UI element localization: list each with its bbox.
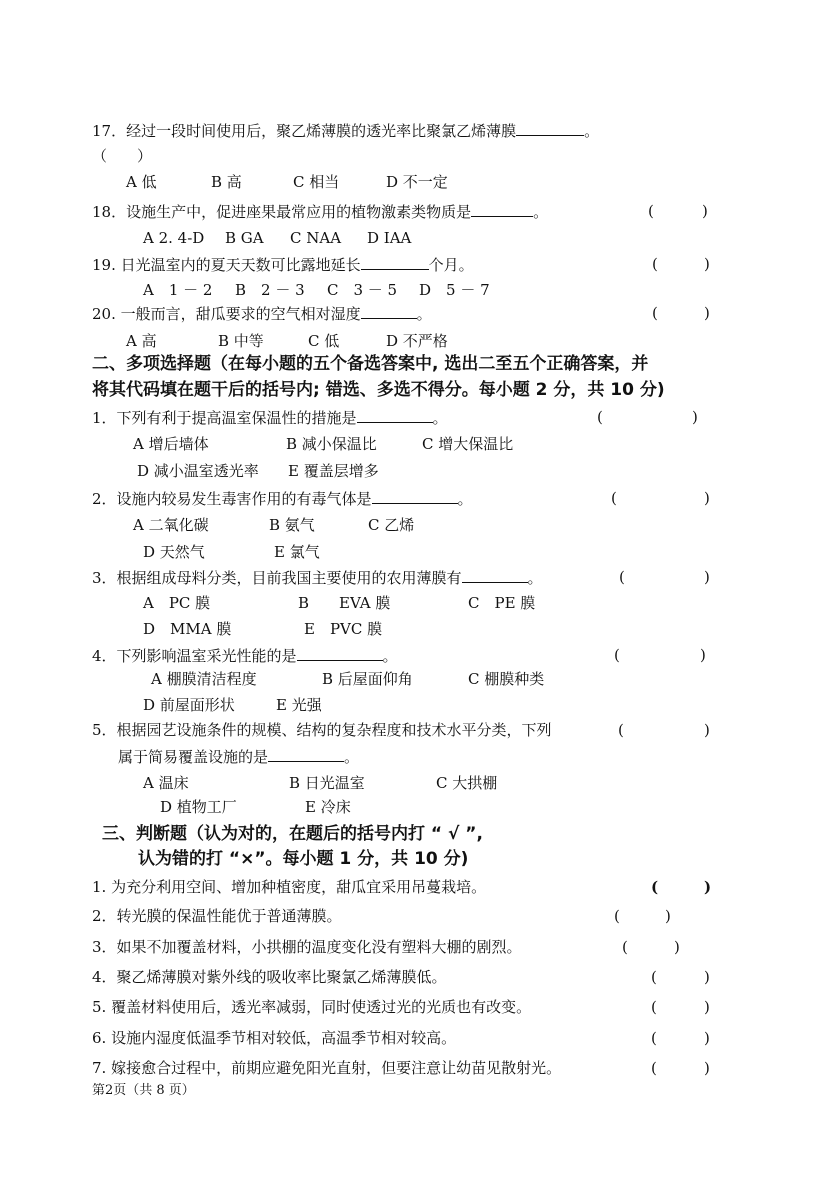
section-2-heading-line2: 将其代码填在题干后的括号内; 错选、多选不得分。每小题 2 分，共 10 分) [92, 380, 665, 400]
answer-paren-close: ) [702, 202, 708, 220]
answer-blank [361, 304, 417, 319]
option: E 冷床 [305, 798, 351, 816]
answer-paren-open: ( [651, 1059, 657, 1077]
answer-paren-close: ) [704, 304, 710, 322]
question-20-text: 20. 一般而言，甜瓜要求的空气相对湿度 [92, 305, 361, 323]
judge-item-3: 3．如果不加覆盖材料，小拱棚的温度变化没有塑料大棚的剧烈。 [92, 938, 522, 956]
answer-paren-close: ) [704, 878, 712, 896]
option: D 5 － 7 [419, 281, 490, 299]
option: D 天然气 [143, 543, 205, 561]
option: A 温床 [143, 774, 189, 792]
answer-blank [361, 255, 429, 270]
option: B EVA 膜 [298, 594, 391, 612]
option: D 植物工厂 [160, 798, 237, 816]
option: E 氯气 [274, 543, 320, 561]
answer-blank [516, 121, 584, 136]
answer-paren-open: ( [618, 721, 624, 739]
answer-paren-open: ( [651, 1029, 657, 1047]
option: C 棚膜种类 [468, 670, 545, 688]
option: A 高 [126, 332, 157, 350]
option: A 2. 4-D [143, 229, 205, 247]
answer-paren-open: ( [652, 304, 658, 322]
option: D 不严格 [386, 332, 448, 350]
answer-paren-open: ( [597, 408, 603, 426]
answer-paren-close: ) [704, 489, 710, 507]
option: D MMA 膜 [143, 620, 232, 638]
question-19: 19. 日光温室内的夏天天数可比露地延长 个月。 [92, 256, 474, 274]
option: A 1 － 2 [143, 281, 213, 299]
answer-paren-close: ) [704, 998, 710, 1016]
option: D 前屋面形状 [143, 696, 235, 714]
answer-blank [471, 202, 533, 217]
option: C 相当 [293, 173, 340, 191]
answer-paren-open: ( [651, 998, 657, 1016]
option: D 减小温室透光率 [137, 462, 259, 480]
option: B 高 [211, 173, 242, 191]
option: B 后屋面仰角 [322, 670, 413, 688]
answer-paren-open: ( [622, 938, 628, 956]
question-17: 17．经过一段时间使用后，聚乙烯薄膜的透光率比聚氯乙烯薄膜 。 [92, 122, 600, 140]
answer-paren-open: ( [652, 255, 658, 273]
answer-blank [462, 568, 528, 583]
question-20: 20. 一般而言，甜瓜要求的空气相对湿度 。 [92, 305, 432, 323]
page-number: 第2页（共 8 页） [92, 1083, 195, 1098]
judge-item-2: 2．转光膜的保温性能优于普通薄膜。 [92, 907, 342, 925]
answer-blank [297, 646, 383, 661]
option: A 增后墙体 [133, 435, 209, 453]
option: B 氨气 [269, 516, 315, 534]
section-2-heading-line1: 二、多项选择题（在每小题的五个备选答案中, 选出二至五个正确答案，并 [92, 354, 649, 374]
answer-paren-open: ( [651, 968, 657, 986]
option: B 减小保温比 [286, 435, 377, 453]
answer-blank [357, 408, 433, 423]
mc-question-5: 5．根据园艺设施条件的规模、结构的复杂程度和技术水平分类，下列 [92, 721, 552, 739]
answer-paren-open: ( [611, 489, 617, 507]
option: B GA [225, 229, 264, 247]
question-17-paren: （ ） [92, 147, 153, 165]
option: A 二氧化碳 [133, 516, 209, 534]
option: B 2 － 3 [235, 281, 305, 299]
answer-paren-close: ) [700, 646, 706, 664]
judge-item-4: 4．聚乙烯薄膜对紫外线的吸收率比聚氯乙烯薄膜低。 [92, 968, 447, 986]
question-19-text: 19. 日光温室内的夏天天数可比露地延长 [92, 256, 361, 274]
judge-item-6: 6. 设施内湿度低温季节相对较低，高温季节相对较高。 [92, 1029, 457, 1047]
option: B 日光温室 [289, 774, 365, 792]
answer-paren-close: ) [704, 1029, 710, 1047]
mc-question-2: 2．设施内较易发生毒害作用的有毒气体是 。 [92, 490, 473, 508]
option: C NAA [290, 229, 342, 247]
answer-paren-open: ( [614, 907, 620, 925]
option: A PC 膜 [143, 594, 211, 612]
option: C 增大保温比 [422, 435, 514, 453]
answer-paren-close: ) [704, 968, 710, 986]
answer-paren-close: ) [704, 255, 710, 273]
option: B 中等 [218, 332, 264, 350]
option: E PVC 膜 [304, 620, 383, 638]
mc-question-3: 3．根据组成母料分类，目前我国主要使用的农用薄膜有 。 [92, 569, 543, 587]
answer-paren-open: ( [648, 202, 654, 220]
judge-item-7: 7. 嫁接愈合过程中，前期应避免阳光直射，但要注意让幼苗见散射光。 [92, 1059, 562, 1077]
answer-paren-close: ) [704, 568, 710, 586]
option: A 棚膜清洁程度 [151, 670, 257, 688]
answer-paren-open: ( [614, 646, 620, 664]
answer-paren-open: ( [651, 878, 659, 896]
option: E 光强 [276, 696, 322, 714]
answer-paren-close: ) [704, 1059, 710, 1077]
answer-paren-close: ) [674, 938, 680, 956]
answer-paren-close: ) [692, 408, 698, 426]
question-18: 18．设施生产中，促进座果最常应用的植物激素类物质是 。 [92, 203, 549, 221]
option: D 不一定 [386, 173, 448, 191]
option: C 乙烯 [368, 516, 415, 534]
answer-paren-open: ( [619, 568, 625, 586]
question-18-text: 18．设施生产中，促进座果最常应用的植物激素类物质是 [92, 203, 472, 221]
mc-question-1: 1．下列有利于提高温室保温性的措施是 。 [92, 409, 448, 427]
answer-blank [268, 747, 344, 762]
mc-question-4: 4．下列影响温室采光性能的是 。 [92, 647, 398, 665]
option: E 覆盖层增多 [288, 462, 379, 480]
answer-blank [372, 489, 458, 504]
option: C PE 膜 [468, 594, 536, 612]
section-3-heading-line2: 认为错的打 “×”。每小题 1 分，共 10 分) [138, 849, 469, 869]
judge-item-5: 5. 覆盖材料使用后，透光率减弱，同时使透过光的光质也有改变。 [92, 998, 532, 1016]
mc-question-5-line2: 属于简易覆盖设施的是 。 [118, 748, 360, 766]
question-17-text: 17．经过一段时间使用后，聚乙烯薄膜的透光率比聚氯乙烯薄膜 [92, 122, 517, 140]
option: C 3 － 5 [327, 281, 398, 299]
option: C 大拱棚 [436, 774, 498, 792]
option: D IAA [367, 229, 412, 247]
option: A 低 [126, 173, 157, 191]
judge-item-1: 1. 为充分利用空间、增加种植密度，甜瓜宜采用吊蔓栽培。 [92, 878, 487, 896]
section-3-heading-line1: 三、判断题（认为对的，在题后的括号内打 “ √ ”, [102, 824, 483, 844]
answer-paren-close: ) [704, 721, 710, 739]
option: C 低 [308, 332, 340, 350]
answer-paren-close: ) [665, 907, 671, 925]
